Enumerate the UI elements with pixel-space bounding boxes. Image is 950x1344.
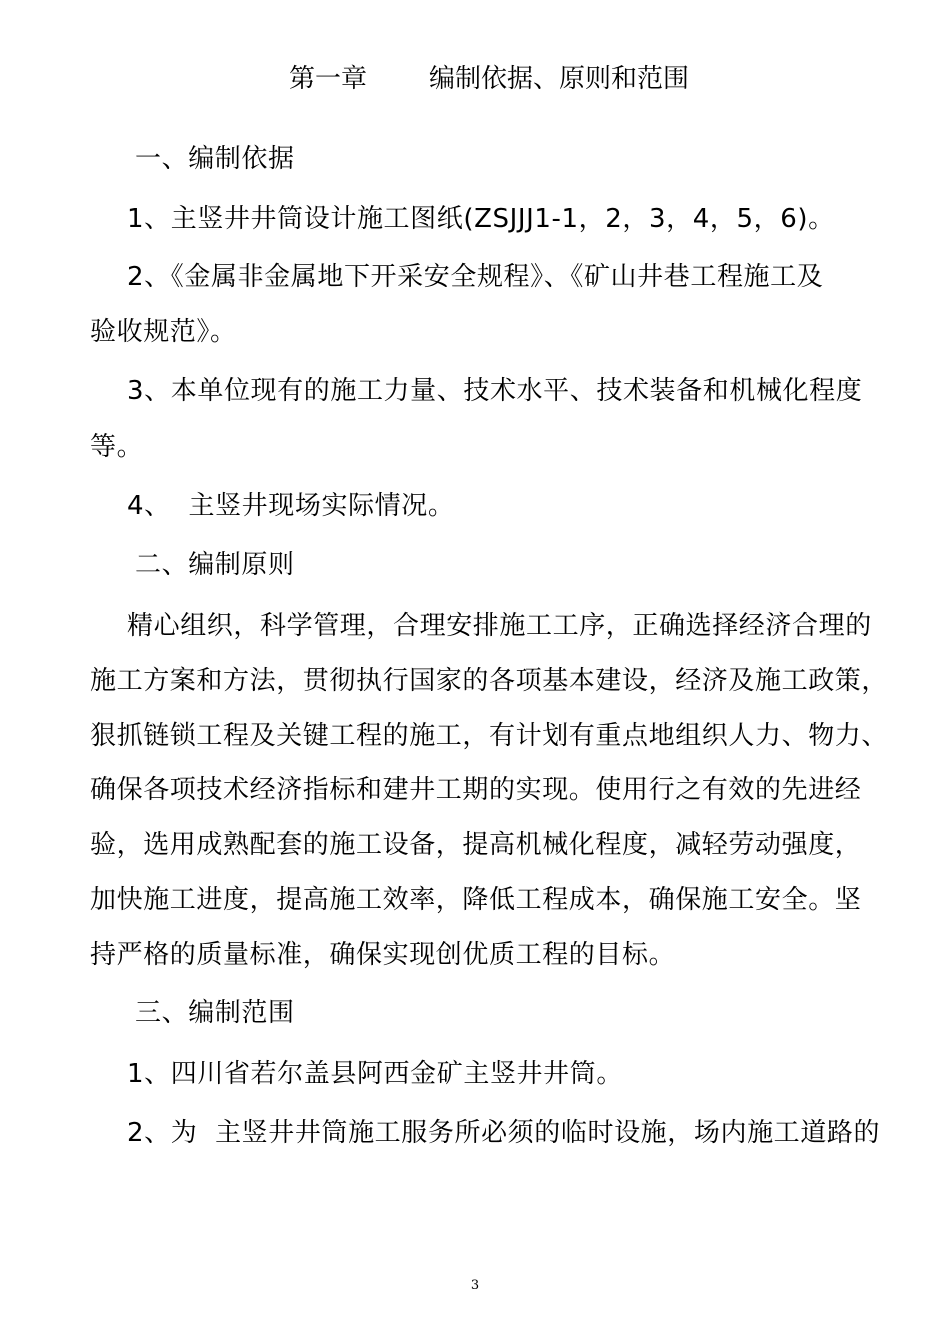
principles-line-2: 施工方案和方法，贯彻执行国家的各项基本建设，经济及施工政策， xyxy=(90,666,889,696)
page-number: 3 xyxy=(470,1278,480,1293)
scope-item-1: 1、四川省若尔盖县阿西金矿主竖井井筒。 xyxy=(127,1059,623,1089)
basis-item-2-line-2: 验收规范》。 xyxy=(90,317,237,347)
scope-item-2: 2、为 主竖井井筒施工服务所必须的临时设施，场内施工道路的 xyxy=(127,1118,881,1148)
section-heading-basis: 一、编制依据 xyxy=(135,144,295,174)
principles-line-6: 加快施工进度，提高施工效率，降低工程成本，确保施工安全。坚 xyxy=(90,885,862,915)
principles-line-4: 确保各项技术经济指标和建井工期的实现。使用行之有效的先进经 xyxy=(90,775,862,805)
basis-item-3-line-2: 等。 xyxy=(90,432,144,462)
section-heading-scope: 三、编制范围 xyxy=(135,998,295,1028)
chapter-title xyxy=(289,64,689,94)
principles-line-5: 验，选用成熟配套的施工设备，提高机械化程度，减轻劳动强度， xyxy=(90,830,862,860)
basis-item-4: 4、 主竖井现场实际情况。 xyxy=(127,491,455,521)
principles-line-7: 持严格的质量标准，确保实现创优质工程的目标。 xyxy=(90,940,676,970)
principles-line-1: 精心组织，科学管理，合理安排施工工序，正确选择经济合理的 xyxy=(127,611,872,641)
section-heading-principles: 二、编制原则 xyxy=(135,550,295,580)
chapter-heading: 编制依据、原则和范围 xyxy=(429,64,690,94)
basis-item-3-line-1: 3、本单位现有的施工力量、技术水平、技术装备和机械化程度 xyxy=(127,376,863,406)
chapter-number: 第一章 xyxy=(289,64,368,94)
basis-item-2-line-1: 2、《金属非金属地下开采安全规程》、《矿山井巷工程施工及 xyxy=(127,262,824,292)
principles-line-3: 狠抓链锁工程及关键工程的施工，有计划有重点地组织人力、物力、 xyxy=(90,721,889,751)
basis-item-1: 1、主竖井井筒设计施工图纸(ZSJJJ1-1，2，3，4，5，6)。 xyxy=(127,204,835,234)
